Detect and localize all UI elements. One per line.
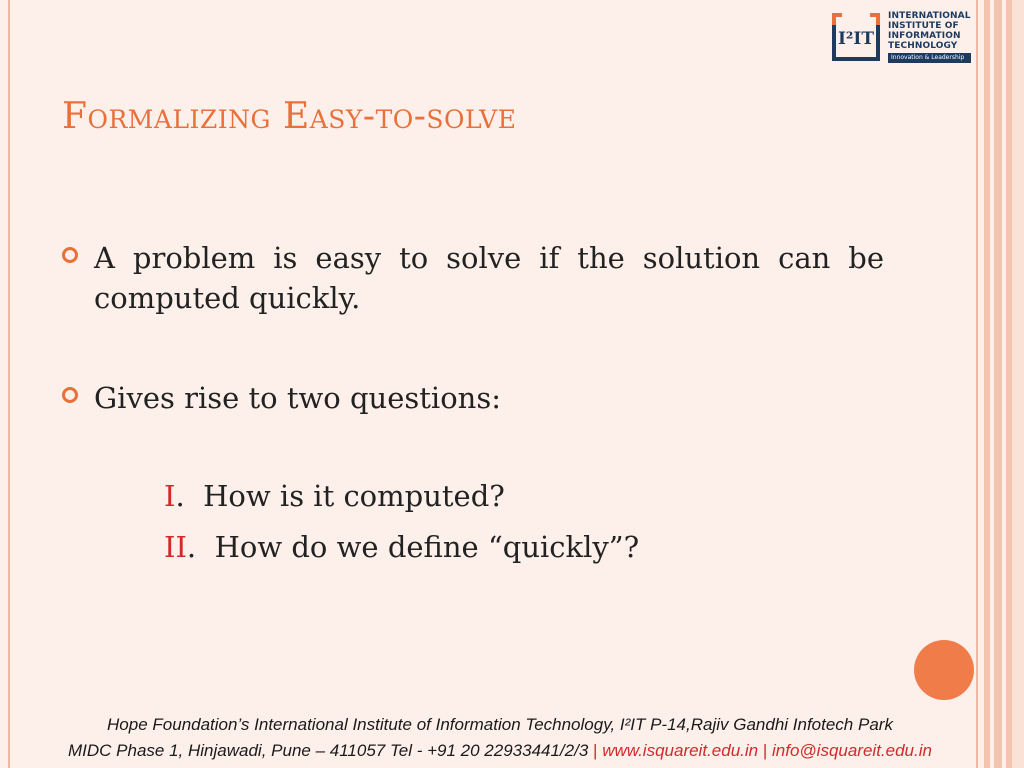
sub-item-text: How is it computed? xyxy=(203,479,505,513)
logo-line: TECHNOLOGY xyxy=(888,41,958,51)
footer-email-link[interactable]: info@isquareit.edu.in xyxy=(772,741,932,760)
footer-address: MIDC Phase 1, Hinjawadi, Pune – 411057 Tel - +91 20 22933441/2/3 xyxy=(68,741,589,760)
footer-address-line: Hope Foundation’s International Institute of Information Technology, I²IT P-14,Rajiv Gandhi Infotech Park xyxy=(107,715,893,734)
slide-frame-left xyxy=(8,0,10,768)
sub-item: II. How do we define “quickly”? xyxy=(164,530,640,564)
bullet-text: Gives rise to two questions: xyxy=(94,381,501,415)
decorative-stripes xyxy=(984,0,1024,768)
logo-tagline: Innovation & Leadership xyxy=(888,53,971,63)
decorative-circle xyxy=(914,640,974,700)
footer xyxy=(0,712,1000,764)
slide-title: Formalizing Easy-to-solve xyxy=(62,96,517,137)
footer-separator: | xyxy=(762,741,768,760)
slide-frame-right xyxy=(976,0,978,768)
logo-wordmark xyxy=(888,11,971,63)
ring-bullet-icon xyxy=(62,247,78,263)
logo-line: INFORMATION xyxy=(888,31,961,41)
logo-mark-text: I²IT xyxy=(837,29,875,49)
institute-logo xyxy=(830,6,976,68)
footer-website-link[interactable]: www.isquareit.edu.in xyxy=(602,741,759,760)
footer-separator: | xyxy=(593,741,598,760)
ring-bullet-icon xyxy=(62,387,78,403)
logo-emblem-icon xyxy=(830,11,882,63)
logo-line: INSTITUTE OF xyxy=(888,21,959,31)
bullet-text: A problem is easy to solve if the solution can be computed quickly. xyxy=(94,241,884,315)
roman-numeral: I xyxy=(164,479,176,513)
sub-item: I. How is it computed? xyxy=(164,479,505,513)
footer-contact-line xyxy=(0,738,1000,764)
logo-line: INTERNATIONAL xyxy=(888,11,971,21)
bullet-item xyxy=(62,378,501,418)
bullet-item xyxy=(62,238,884,318)
roman-numeral: II xyxy=(164,530,187,564)
sub-item-text: How do we define “quickly”? xyxy=(214,530,640,564)
